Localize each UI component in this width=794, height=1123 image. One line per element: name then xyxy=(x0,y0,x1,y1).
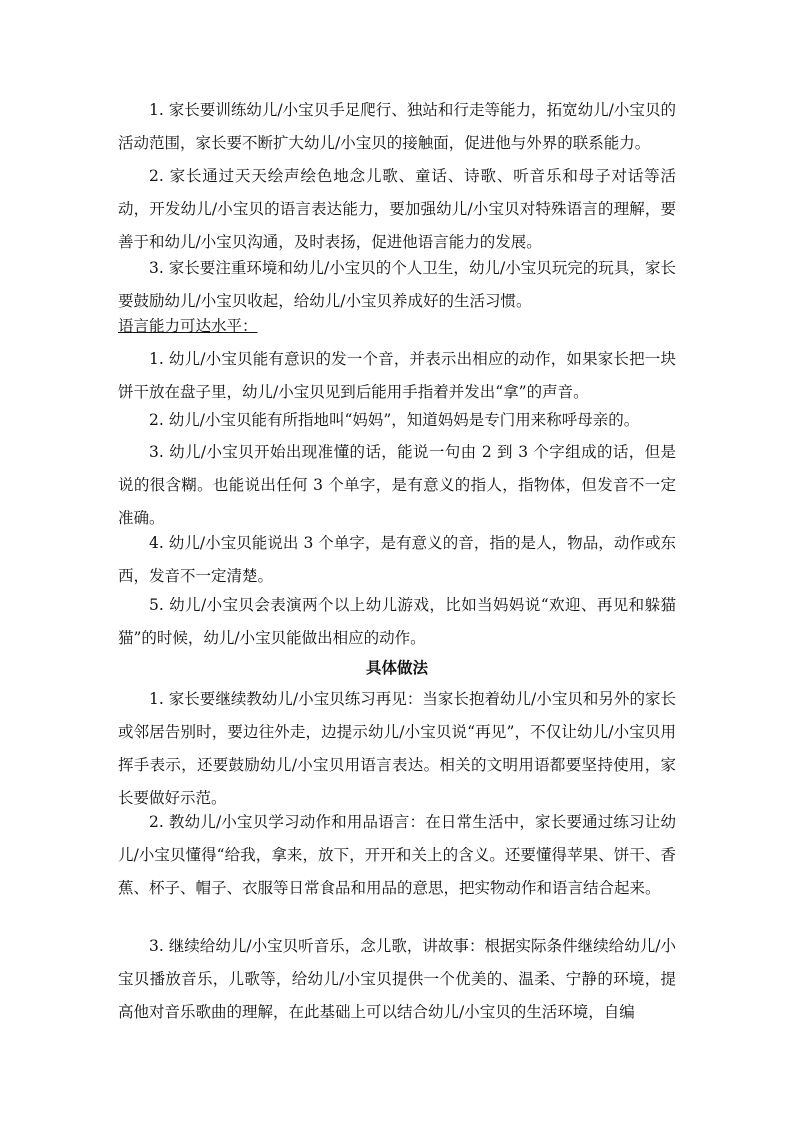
paragraph-method-2: 2. 教幼儿/小宝贝学习动作和用品语言：在日常生活中，家长要通过练习让幼儿/小宝贝懂得“给我，拿来，放下，开开和关上的含义。还要懂得苹果、饼干、香蕉、杯子、帽子、衣服等日常食品和用品的意思，把实物动作和语言结合起来。 xyxy=(118,813,676,897)
paragraph-level-3: 3. 幼儿/小宝贝开始出现准懂的话，能说一句由 2 到 3 个字组成的话，但是说的很含糊。也能说出任何 3 个单字，是有意义的指人，指物体，但发音不一定准确。 xyxy=(118,443,676,527)
paragraph-level-4: 4. 幼儿/小宝贝能说出 3 个单字，是有意义的音，指的是人，物品，动作或东西，发音不一定清楚。 xyxy=(118,534,676,585)
paragraph-hygiene-habits: 3. 家长要注重环境和幼儿/小宝贝的个人卫生，幼儿/小宝贝玩完的玩具，家长要鼓励幼儿/小宝贝收起，给幼儿/小宝贝养成好的生活习惯。 xyxy=(118,259,676,310)
paragraph-language-activities: 2. 家长通过天天绘声绘色地念儿歌、童话、诗歌、听音乐和母子对话等活动，开发幼儿/小宝贝的语言表达能力，要加强幼儿/小宝贝对特殊语言的理解，要善于和幼儿/小宝贝沟通，及时表扬，促进他语言能力的发展。 xyxy=(118,167,676,251)
paragraph-train-motor: 1. 家长要训练幼儿/小宝贝手足爬行、独站和行走等能力，拓宽幼儿/小宝贝的活动范围，家长要不断扩大幼儿/小宝贝的接触面，促进他与外界的联系能力。 xyxy=(118,101,676,152)
paragraph-method-1: 1. 家长要继续教幼儿/小宝贝练习再见：当家长抱着幼儿/小宝贝和另外的家长或邻居告别时，要边往外走，边提示幼儿/小宝贝说“再见”，不仅让幼儿/小宝贝用挥手表示，还要鼓励幼儿/小宝贝用语言表达。相关的文明用语都要坚持使用，家长要做好示范。 xyxy=(118,690,676,807)
language-level-heading: 语言能力可达水平： xyxy=(118,317,258,335)
methods-heading: 具体做法 xyxy=(365,658,428,677)
paragraph-method-3: 3. 继续给幼儿/小宝贝听音乐，念儿歌，讲故事：根据实际条件继续给幼儿/小宝贝播放音乐，儿歌等，给幼儿/小宝贝提供一个优美的、温柔、宁静的环境，提高他对音乐歌曲的理解，在此基础上可以结合幼儿/小宝贝的生活环境，自编 xyxy=(118,937,676,1021)
paragraph-level-1: 1. 幼儿/小宝贝能有意识的发一个音，并表示出相应的动作，如果家长把一块饼干放在盘子里，幼儿/小宝贝见到后能用手指着并发出“拿”的声音。 xyxy=(118,350,676,401)
paragraph-level-2: 2. 幼儿/小宝贝能有所指地叫“妈妈”，知道妈妈是专门用来称呼母亲的。 xyxy=(149,411,640,429)
paragraph-level-5: 5. 幼儿/小宝贝会表演两个以上幼儿游戏，比如当妈妈说“欢迎、再见和躲猫猫”的时候，幼儿/小宝贝能做出相应的动作。 xyxy=(118,596,676,647)
